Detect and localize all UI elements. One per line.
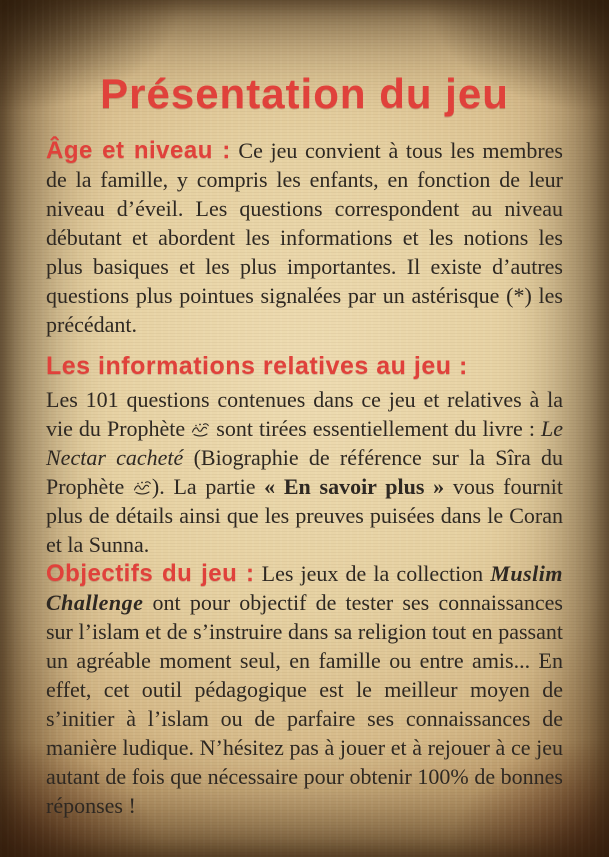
section-informations	[46, 352, 563, 559]
text-run: vous fournit plus de détails ainsi que les preuves puisées dans le Coran et la Sunna.	[46, 474, 563, 557]
prophet-honorific-icon	[133, 479, 152, 496]
heading-informations: Les informations relatives au jeu :	[46, 352, 468, 380]
prophet-honorific-icon	[191, 421, 210, 438]
heading-age-niveau: Âge et niveau :	[46, 137, 231, 164]
page-title: Présentation du jeu	[100, 70, 509, 117]
text-run: Les 101 questions contenues dans ce jeu et relatives à la vie du Prophète	[46, 387, 563, 441]
text-run: ). La partie	[151, 474, 265, 499]
en-savoir-plus-text: « En savoir plus »	[264, 474, 445, 499]
text-run: Les jeux de la collection	[261, 561, 491, 586]
text-run: sont tirées essentiellement du livre :	[210, 416, 541, 441]
body-text-informations	[46, 385, 563, 559]
text-run: (Biographie de référence sur la Sîra du Prophète	[46, 445, 563, 499]
section-objectifs	[46, 559, 563, 820]
book-title-text: Le Nectar cacheté	[46, 416, 563, 470]
muslim-challenge-wordmark: Muslim Challenge	[46, 561, 564, 615]
section-age-niveau	[46, 136, 563, 339]
body-text-age-niveau: Ce jeu convient à tous les membres de la famille, y compris les enfants, en fonction de leur niveau d’éveil. Les questions correspondent au niveau débutant et abordent les informations et les notions les plus basiques et les plus importantes. Il existe d’autres questions plus pointues signalées par un astérisque (*) les précédant.	[46, 138, 563, 337]
heading-objectifs: Objectifs du jeu :	[46, 560, 255, 587]
text-run: ont pour objectif de tester ses connaissances sur l’islam et de s’instruire dans sa religion tout en passant un agréable moment seul, en famille ou entre amis... En effet, cet outil pédagogique est le meilleur moyen de s’initier à l’islam ou de parfaire ses connaissances de manière ludique. N’hésitez pas à jouer et à rejouer à ce jeu autant de fois que nécessaire pour obtenir 100% de bonnes réponses !	[46, 590, 563, 818]
